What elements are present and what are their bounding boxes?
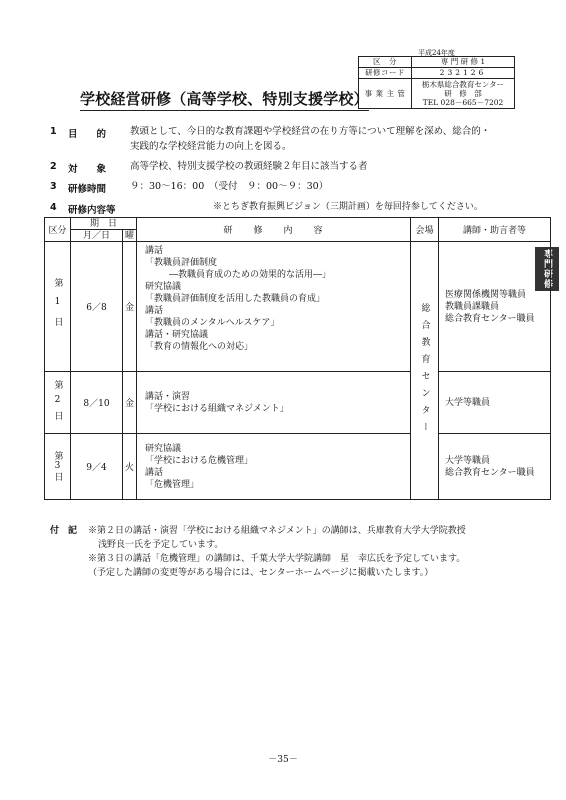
notes-line: （予定した講師の変更等がある場合には、センターホームページに掲載いたします。）: [88, 568, 434, 578]
content-line: 研究協議: [145, 282, 182, 292]
notes-line: ※第３日の講話「危機管理」の講師は、千葉大学大学院講師 星 幸広氏を予定しています。: [88, 554, 466, 564]
section-1-text: [130, 124, 490, 154]
section-3-text: ９：30～16：00 （受付 ９：00～９：30）: [130, 181, 329, 192]
table-row: [45, 434, 551, 500]
lecturer-line: 大学等職員: [445, 397, 491, 408]
header-lecturer: 講師・助言者等: [439, 218, 551, 242]
content-line: 講話: [145, 306, 164, 316]
content-line: ―教職員育成のための効果的な活用―」: [169, 270, 332, 280]
row-date: 9／4: [71, 434, 123, 500]
lecturer-line: 総合教育センター職員: [445, 467, 535, 478]
row-content: [137, 434, 411, 500]
section-1-line: 教頭として、今日的な教育課題や学校経営の在り方等について理解を深め、総合的・: [130, 126, 491, 137]
section-3-number: 3: [50, 181, 57, 192]
header-content: 研 修 内 容: [137, 218, 411, 242]
venue-cell: [411, 242, 439, 500]
notes-label: 付 記: [50, 526, 78, 536]
schedule-table: [44, 217, 551, 500]
row-day-label: 第2日: [52, 379, 63, 426]
lecturer-line: 医療関係機関等職員: [445, 289, 527, 300]
row-date: 6／8: [71, 242, 123, 372]
header-venue: 会場: [411, 218, 439, 242]
venue-label: 総合教育センター: [419, 302, 430, 439]
content-line: 「教職員評価制度を活用した教職員の育成」: [145, 294, 326, 304]
row-weekday: 火: [123, 434, 137, 500]
info-value-manager: [412, 79, 515, 109]
section-1-label: 目 的: [68, 129, 107, 140]
content-line: 講話・研究協議: [145, 330, 209, 340]
row-day-label: 第3日: [52, 451, 63, 482]
content-line: 講話・演習: [145, 391, 191, 402]
content-line: 講話: [145, 246, 164, 256]
section-1-number: 1: [50, 126, 57, 137]
lecturer-line: 総合教育センター職員: [445, 313, 535, 324]
row-lecturers: [439, 242, 551, 372]
table-row: [45, 372, 551, 434]
notes-row: [50, 524, 466, 538]
row-day-label: 第1日: [52, 277, 63, 336]
table-header-row: [45, 218, 551, 230]
row-lecturers: [439, 372, 551, 434]
section-1-line: 実践的な学校経営能力の向上を図る。: [130, 141, 292, 152]
info-manager-line: 研 修 部: [444, 89, 482, 98]
header-kubun: 区分: [45, 218, 71, 242]
content-line: 「危機管理」: [145, 479, 200, 490]
content-line: 「教職員評価制度: [145, 258, 218, 268]
header-month-day: 月／日: [71, 230, 123, 242]
info-manager-line: TEL 028－665－7202: [422, 98, 504, 107]
row-content: [137, 372, 411, 434]
info-row-code: [359, 68, 515, 79]
table-row: [45, 242, 551, 372]
notes-line: 浅野良一氏を予定しています。: [98, 540, 224, 550]
row-content: [137, 242, 411, 372]
info-row-manager: [359, 79, 515, 109]
content-line: 研究協議: [145, 443, 182, 454]
row-lecturers: [439, 434, 551, 500]
header-kijitsu: 期 日: [71, 218, 137, 230]
header-weekday: 曜: [123, 230, 137, 242]
lecturer-line: 教職員課職員: [445, 301, 500, 312]
content-line: 「学校における組織マネジメント」: [145, 403, 289, 414]
info-label: 区 分: [359, 57, 412, 68]
info-manager-line: 栃木県総合教育センター: [421, 80, 505, 89]
side-tab: 専門研修1イ: [535, 247, 559, 291]
info-value: 232126: [412, 68, 515, 79]
info-value: 専 門 研 修 1: [412, 57, 515, 68]
info-box: [358, 56, 515, 109]
row-day: [45, 434, 71, 500]
content-line: 講話: [145, 467, 164, 478]
info-label: 研修コード: [359, 68, 412, 79]
document-title: 学校経営研修（高等学校、特別支援学校）: [80, 88, 369, 111]
section-2-number: 2: [50, 161, 57, 172]
section-3-label: 研修時間: [68, 184, 107, 195]
page-number: －35－: [268, 755, 298, 765]
row-weekday: 金: [123, 372, 137, 434]
notes: [50, 524, 466, 580]
section-4-note: ※とちぎ教育振興ビジョン（三期計画）を毎回持参してください。: [213, 202, 483, 212]
row-weekday: 金: [123, 242, 137, 372]
info-row-category: [359, 57, 515, 68]
fiscal-year: 平成24年度: [418, 49, 455, 57]
content-line: 「学校における危機管理」: [145, 455, 254, 466]
row-date: 8／10: [71, 372, 123, 434]
content-line: 「教育の情報化への対応」: [145, 342, 254, 352]
content-line: 「教職員のメンタルヘルスケア」: [145, 318, 280, 328]
title-underline: [80, 110, 342, 111]
lecturer-line: 大学等職員: [445, 455, 491, 466]
info-label: 事 業 主 管: [359, 79, 412, 109]
notes-line: ※第２日の講話・演習「学校における組織マネジメント」の講師は、兵庫教育大学大学院教授: [88, 526, 466, 536]
row-day: [45, 242, 71, 372]
section-4-label: 研修内容等: [68, 205, 116, 216]
section-4-number: 4: [50, 202, 57, 213]
row-day: [45, 372, 71, 434]
section-2-label: 対 象: [68, 164, 107, 175]
section-2-text: 高等学校、特別支援学校の教頭経験２年目に該当する者: [130, 161, 368, 172]
